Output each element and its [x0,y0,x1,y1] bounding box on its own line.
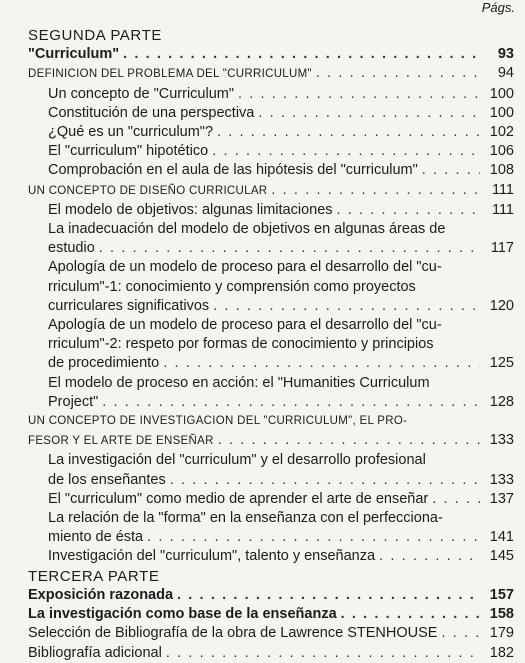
entry-page: 106 [489,143,514,160]
entry-title: Comprobación en el aula de las hipótesis del "curriculum" [48,162,418,179]
entry-title-line: Project" [48,393,99,410]
pages-column-label: Págs. [481,0,515,15]
entry-title-line: rriculum"-1: conocimiento y comprensión como proyectos [48,278,416,295]
toc-entry [28,316,514,374]
toc-entry [28,490,514,509]
leader-dots [341,605,480,624]
leader-dots [218,431,480,450]
entry-title-line: de procedimiento [48,355,160,372]
entry-page: 137 [489,490,514,507]
entry-title: La investigación como base de la enseñanza [28,606,337,623]
entry-title-line: El modelo de proceso en acción: el "Humanities Curriculum [48,374,430,391]
entry-page: 158 [489,606,514,623]
toc-entry [28,451,514,489]
entry-page: 145 [489,548,514,565]
leader-dots [147,528,480,547]
entry-page: 179 [489,625,514,642]
toc-entry [28,547,514,566]
leader-dots [379,547,480,566]
leader-dots [441,624,480,643]
entry-title-line: La inadecuación del modelo de objetivos en algunas áreas de [48,221,446,238]
entry-page: 111 [491,181,514,198]
leader-dots [337,201,480,220]
entry-title: El "curriculum" como medio de aprender el arte de enseñar [48,490,429,507]
entry-title: Exposición razonada [28,586,174,603]
entry-title-line: estudio [48,240,95,257]
leader-dots [170,471,480,490]
part-title: TERCERA PARTE [28,567,160,585]
table-of-contents [28,26,514,663]
toc-entry [28,161,514,180]
entry-page: 117 [490,240,514,257]
leader-dots [432,490,480,509]
leader-dots [212,142,480,161]
entry-page: 94 [497,65,514,82]
leader-dots [177,586,480,605]
entry-page: 157 [489,586,514,603]
entry-title: Bibliografía adicional [28,644,162,661]
toc-entry [28,45,514,64]
entry-page: 133 [489,471,514,488]
entry-page: 111 [491,201,514,218]
entry-title: ¿Qué es un "curriculum"? [48,124,214,141]
entry-title-line: UN CONCEPTO DE INVESTIGACION DEL "CURRICULUM", EL PRO- [28,415,408,428]
leader-dots [271,181,480,200]
entry-title-line: La investigación del "curriculum" y el desarrollo profesional [48,452,426,469]
leader-dots [258,104,480,123]
entry-title-line: de los enseñantes [48,471,166,488]
entry-page: 125 [489,355,514,372]
toc-entry [28,374,514,412]
entry-title: UN CONCEPTO DE DISEÑO CURRICULAR [28,184,268,197]
entry-page: 128 [489,393,514,410]
toc-entry [28,412,514,451]
entry-title: Un concepto de "Curriculum" [48,85,234,102]
entry-title-line: FESOR Y EL ARTE DE ENSEÑAR [28,435,214,448]
entry-title: "Curriculum" [28,46,120,63]
entry-page: 120 [489,297,514,314]
toc-entry [28,644,514,663]
leader-dots [316,64,480,83]
toc-entry [28,258,514,316]
entry-page: 93 [497,46,514,63]
leader-dots [102,393,480,412]
toc-entry [28,104,514,123]
entry-title-line: curriculares significativos [48,297,210,314]
entry-title: Selección de Bibliografía de la obra de Lawrence STENHOUSE [28,625,438,642]
leader-dots [99,239,480,258]
leader-dots [238,85,480,104]
entry-page: 108 [489,162,514,179]
entry-title-line: La relación de la "forma" en la enseñanza con el perfecciona- [48,510,443,527]
entry-page: 100 [489,104,514,121]
entry-title: El "curriculum" hipotético [48,143,209,160]
entry-title-line: rriculum"-2: respeto por formas de conocimiento y principios [48,336,434,353]
entry-page: 182 [489,644,514,661]
toc-entry [28,586,514,605]
leader-dots [166,644,480,663]
toc-entry [28,624,514,643]
entry-page: 141 [489,529,514,546]
leader-dots [422,161,480,180]
toc-entry [28,509,514,547]
part-heading-tercera [28,567,514,586]
toc-entry [28,181,514,201]
entry-title: El modelo de objetivos: algunas limitaciones [48,201,333,218]
entry-page: 133 [489,432,514,449]
toc-entry [28,85,514,104]
toc-entry [28,605,514,624]
leader-dots [213,297,480,316]
entry-page: 102 [489,124,514,141]
toc-entry [28,201,514,220]
toc-entry [28,64,514,84]
toc-entry [28,142,514,161]
entry-title: Constitución de una perspectiva [48,104,255,121]
part-title: SEGUNDA PARTE [28,27,162,44]
leader-dots [123,45,480,64]
entry-title-line: Apología de un modelo de proceso para el desarrollo del "cu- [48,317,442,334]
entry-title: DEFINICION DEL PROBLEMA DEL "CURRICULUM" [28,68,312,81]
entry-title-line: Apología de un modelo de proceso para el desarrollo del "cu- [48,259,442,276]
toc-entry [28,123,514,142]
leader-dots [217,123,480,142]
entry-title-line: miento de ésta [48,529,144,546]
toc-entry [28,220,514,258]
part-heading-segunda [28,26,514,45]
entry-page: 100 [489,85,514,102]
entry-title: Investigación del "curriculum", talento y enseñanza [48,548,376,565]
leader-dots [163,354,480,373]
